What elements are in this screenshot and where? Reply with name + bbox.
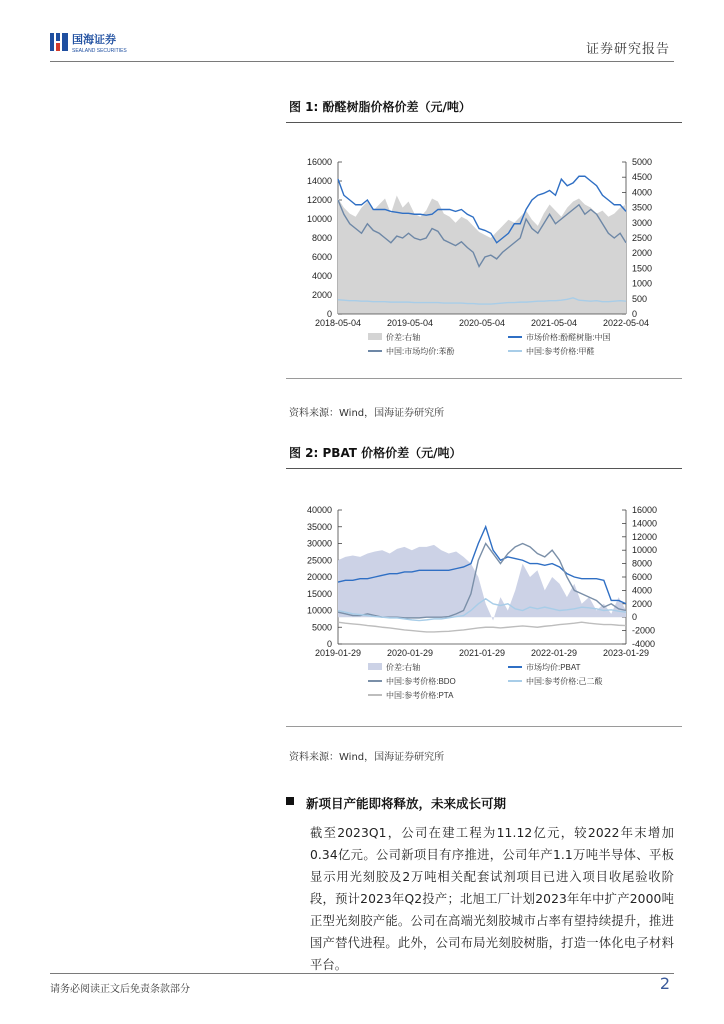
- legend-entry: 市场均价:PBAT: [526, 663, 581, 672]
- figure1-source: 资料来源：Wind，国海证券研究所: [289, 408, 445, 419]
- x-tick-label: 2019-01-29: [314, 648, 362, 658]
- y-right-tick-label: -2000: [632, 625, 656, 636]
- figure2-title: 图 2: PBAT 价格价差（元/吨）: [289, 446, 462, 460]
- section-heading: 新项目产能即将释放，未来成长可期: [306, 796, 507, 811]
- y-right-tick-label: 0: [632, 612, 638, 623]
- y-left-tick-label: 0: [326, 639, 332, 649]
- figure1-bottom-rule: [286, 378, 682, 379]
- legend-entry: 价差:右轴: [386, 663, 421, 672]
- footer-divider: [50, 973, 674, 974]
- y-left-tick-label: 10000: [306, 605, 332, 616]
- y-left-tick-label: 25000: [306, 555, 332, 566]
- y-left-tick-label: 14000: [306, 176, 332, 186]
- header-divider: [50, 61, 674, 62]
- figure1-chart: [286, 150, 682, 370]
- y-right-tick-label: 2000: [632, 598, 653, 609]
- y-right-tick-label: 0: [632, 309, 638, 319]
- company-logo: [50, 30, 170, 54]
- y-right-tick-label: -4000: [632, 639, 656, 649]
- y-left-tick-label: 20000: [306, 572, 332, 582]
- y-right-tick-label: 1500: [632, 263, 653, 274]
- series-area-spread: [338, 195, 626, 314]
- legend-entry: 中国:参考价格:甲醛: [526, 347, 595, 356]
- y-right-tick-label: 16000: [632, 505, 658, 515]
- y-right-tick-label: 4000: [632, 585, 653, 596]
- x-tick-label: 2019-05-04: [386, 318, 434, 328]
- legend-entry: 中国:参考价格:己二酸: [526, 677, 603, 686]
- y-right-tick-label: 14000: [632, 518, 658, 529]
- footer-disclaimer: 请务必阅读正文后免责条款部分: [50, 984, 190, 995]
- y-left-tick-label: 8000: [311, 233, 332, 243]
- y-right-tick-label: 3000: [632, 217, 653, 228]
- report-type: 证券研究报告: [585, 42, 670, 57]
- y-left-tick-label: 6000: [311, 252, 332, 262]
- y-right-tick-label: 500: [632, 293, 648, 304]
- y-left-tick-label: 35000: [306, 521, 332, 532]
- legend-entry: 价差:右轴: [386, 333, 421, 342]
- y-right-tick-label: 4500: [632, 172, 653, 183]
- y-right-tick-label: 5000: [632, 157, 653, 167]
- y-left-tick-label: 0: [326, 309, 332, 319]
- legend-entry: 中国:参考价格:PTA: [386, 691, 454, 700]
- x-tick-label: 2021-05-04: [530, 318, 578, 328]
- logo-sub: SEALAND SECURITIES: [72, 48, 127, 54]
- y-left-tick-label: 5000: [311, 622, 332, 633]
- legend-entry: 中国:参考价格:BDO: [386, 677, 456, 686]
- series-line-4: [338, 622, 626, 632]
- y-left-tick-label: 16000: [306, 157, 332, 167]
- y-left-tick-label: 2000: [311, 290, 332, 300]
- y-left-tick-label: 4000: [311, 271, 332, 281]
- y-right-tick-label: 2000: [632, 248, 653, 259]
- legend-swatch: [368, 333, 382, 340]
- logo-name: 国海证券: [72, 34, 116, 46]
- figure1-title: 图 1: 酚醛树脂价格价差（元/吨）: [289, 100, 471, 114]
- y-right-tick-label: 10000: [632, 545, 658, 556]
- y-right-tick-label: 8000: [632, 558, 653, 569]
- legend-entry: 市场价格:酚醛树脂:中国: [526, 333, 611, 342]
- legend-swatch: [368, 663, 382, 670]
- x-tick-label: 2022-01-29: [530, 648, 578, 658]
- figure2-source: 资料来源：Wind，国海证券研究所: [289, 752, 445, 763]
- y-left-tick-label: 15000: [306, 588, 332, 599]
- y-right-tick-label: 4000: [632, 187, 653, 198]
- y-right-tick-label: 3500: [632, 202, 653, 213]
- section-bullet: [286, 797, 294, 805]
- x-tick-label: 2022-05-04: [602, 318, 650, 328]
- y-right-tick-label: 12000: [632, 531, 658, 542]
- y-right-tick-label: 2500: [632, 233, 653, 243]
- section-paragraph: 截至2023Q1，公司在建工程为11.12亿元，较2022年末增加0.34亿元。公司新项目有序推进，公司年产1.1万吨半导体、平板显示用光刻胶及2万吨相关配套试剂项目已进入项目收尾验收阶段，预计2023年Q2投产；北旭工厂计划2023年年中扩产2000吨正型光刻胶产能。公司在高端光刻胶城市占率有望持续提升，推进国产替代进程。此外，公司布局光刻胶树脂，打造一体化电子材料平台。: [310, 826, 674, 972]
- x-tick-label: 2020-01-29: [386, 648, 434, 658]
- y-right-tick-label: 1000: [632, 278, 653, 289]
- page-number: 2: [659, 974, 670, 993]
- x-tick-label: 2020-05-04: [458, 318, 506, 328]
- legend-entry: 中国:市场均价:苯酚: [386, 347, 455, 356]
- y-right-tick-label: 6000: [632, 572, 653, 582]
- x-tick-label: 2018-05-04: [314, 318, 362, 328]
- y-left-tick-label: 10000: [306, 214, 332, 224]
- y-left-tick-label: 40000: [306, 505, 332, 515]
- figure2-top-rule: [286, 468, 682, 469]
- figure2-chart: [286, 498, 682, 718]
- y-left-tick-label: 12000: [306, 195, 332, 205]
- x-tick-label: 2023-01-29: [602, 648, 650, 658]
- figure2-bottom-rule: [286, 726, 682, 727]
- figure1-top-rule: [286, 122, 682, 123]
- series-area-spread: [338, 545, 626, 621]
- y-left-tick-label: 30000: [306, 538, 332, 549]
- x-tick-label: 2021-01-29: [458, 648, 506, 658]
